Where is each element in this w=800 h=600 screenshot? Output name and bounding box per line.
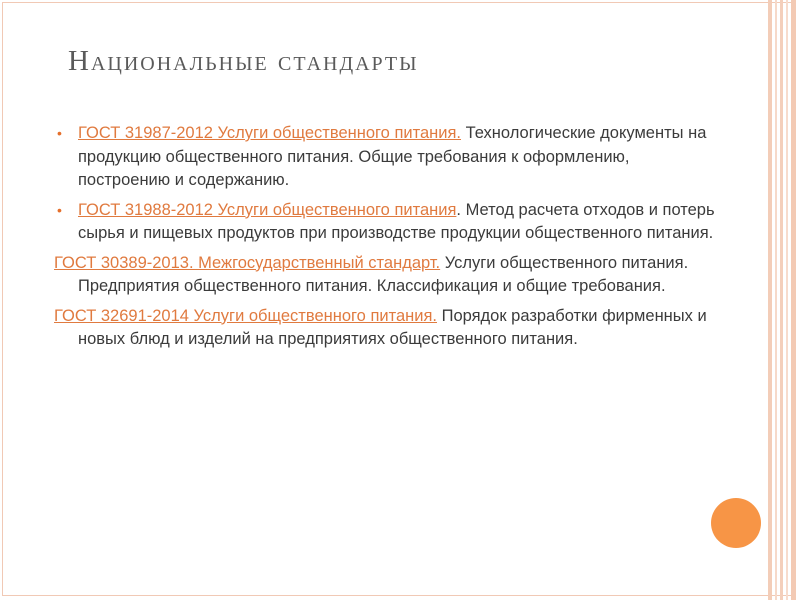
content-list — [54, 122, 724, 358]
gost-link[interactable]: ГОСТ 31988-2012 Услуги общественного питания — [78, 200, 457, 219]
item-description: Технологические документы на продукцию общественного питания. Общие требования к оформлению, построению и содержанию. — [78, 124, 707, 189]
list-item — [54, 122, 724, 193]
stripe — [768, 0, 772, 600]
bullet-icon: • — [57, 125, 62, 141]
orange-circle-icon — [711, 498, 761, 548]
item-description: Порядок разработки фирменных и новых блюд и изделий на предприятиях общественного питания. — [78, 306, 707, 348]
decorative-stripes — [766, 0, 800, 600]
stripe — [780, 0, 783, 600]
list-item — [54, 305, 724, 352]
gost-link[interactable]: ГОСТ 32691-2014 Услуги общественного питания. — [54, 306, 437, 325]
gost-link[interactable]: ГОСТ 31987-2012 Услуги общественного питания. — [78, 124, 461, 142]
bullet-icon: • — [57, 201, 62, 218]
list-item — [54, 252, 724, 299]
stripe — [791, 0, 796, 600]
list-item — [54, 199, 724, 246]
item-description: . Метод расчета отходов и потерь сырья и пищевых продуктов при производстве продукции общественного питания. — [78, 200, 715, 242]
slide-title: Национальные стандарты — [68, 45, 419, 77]
item-description: Услуги общественного питания. Предприятия общественного питания. Классификация и общие требования. — [78, 253, 689, 295]
gost-link[interactable]: ГОСТ 30389-2013. Межгосударственный стандарт. — [54, 253, 441, 272]
stripe — [786, 0, 788, 600]
stripe — [775, 0, 777, 600]
